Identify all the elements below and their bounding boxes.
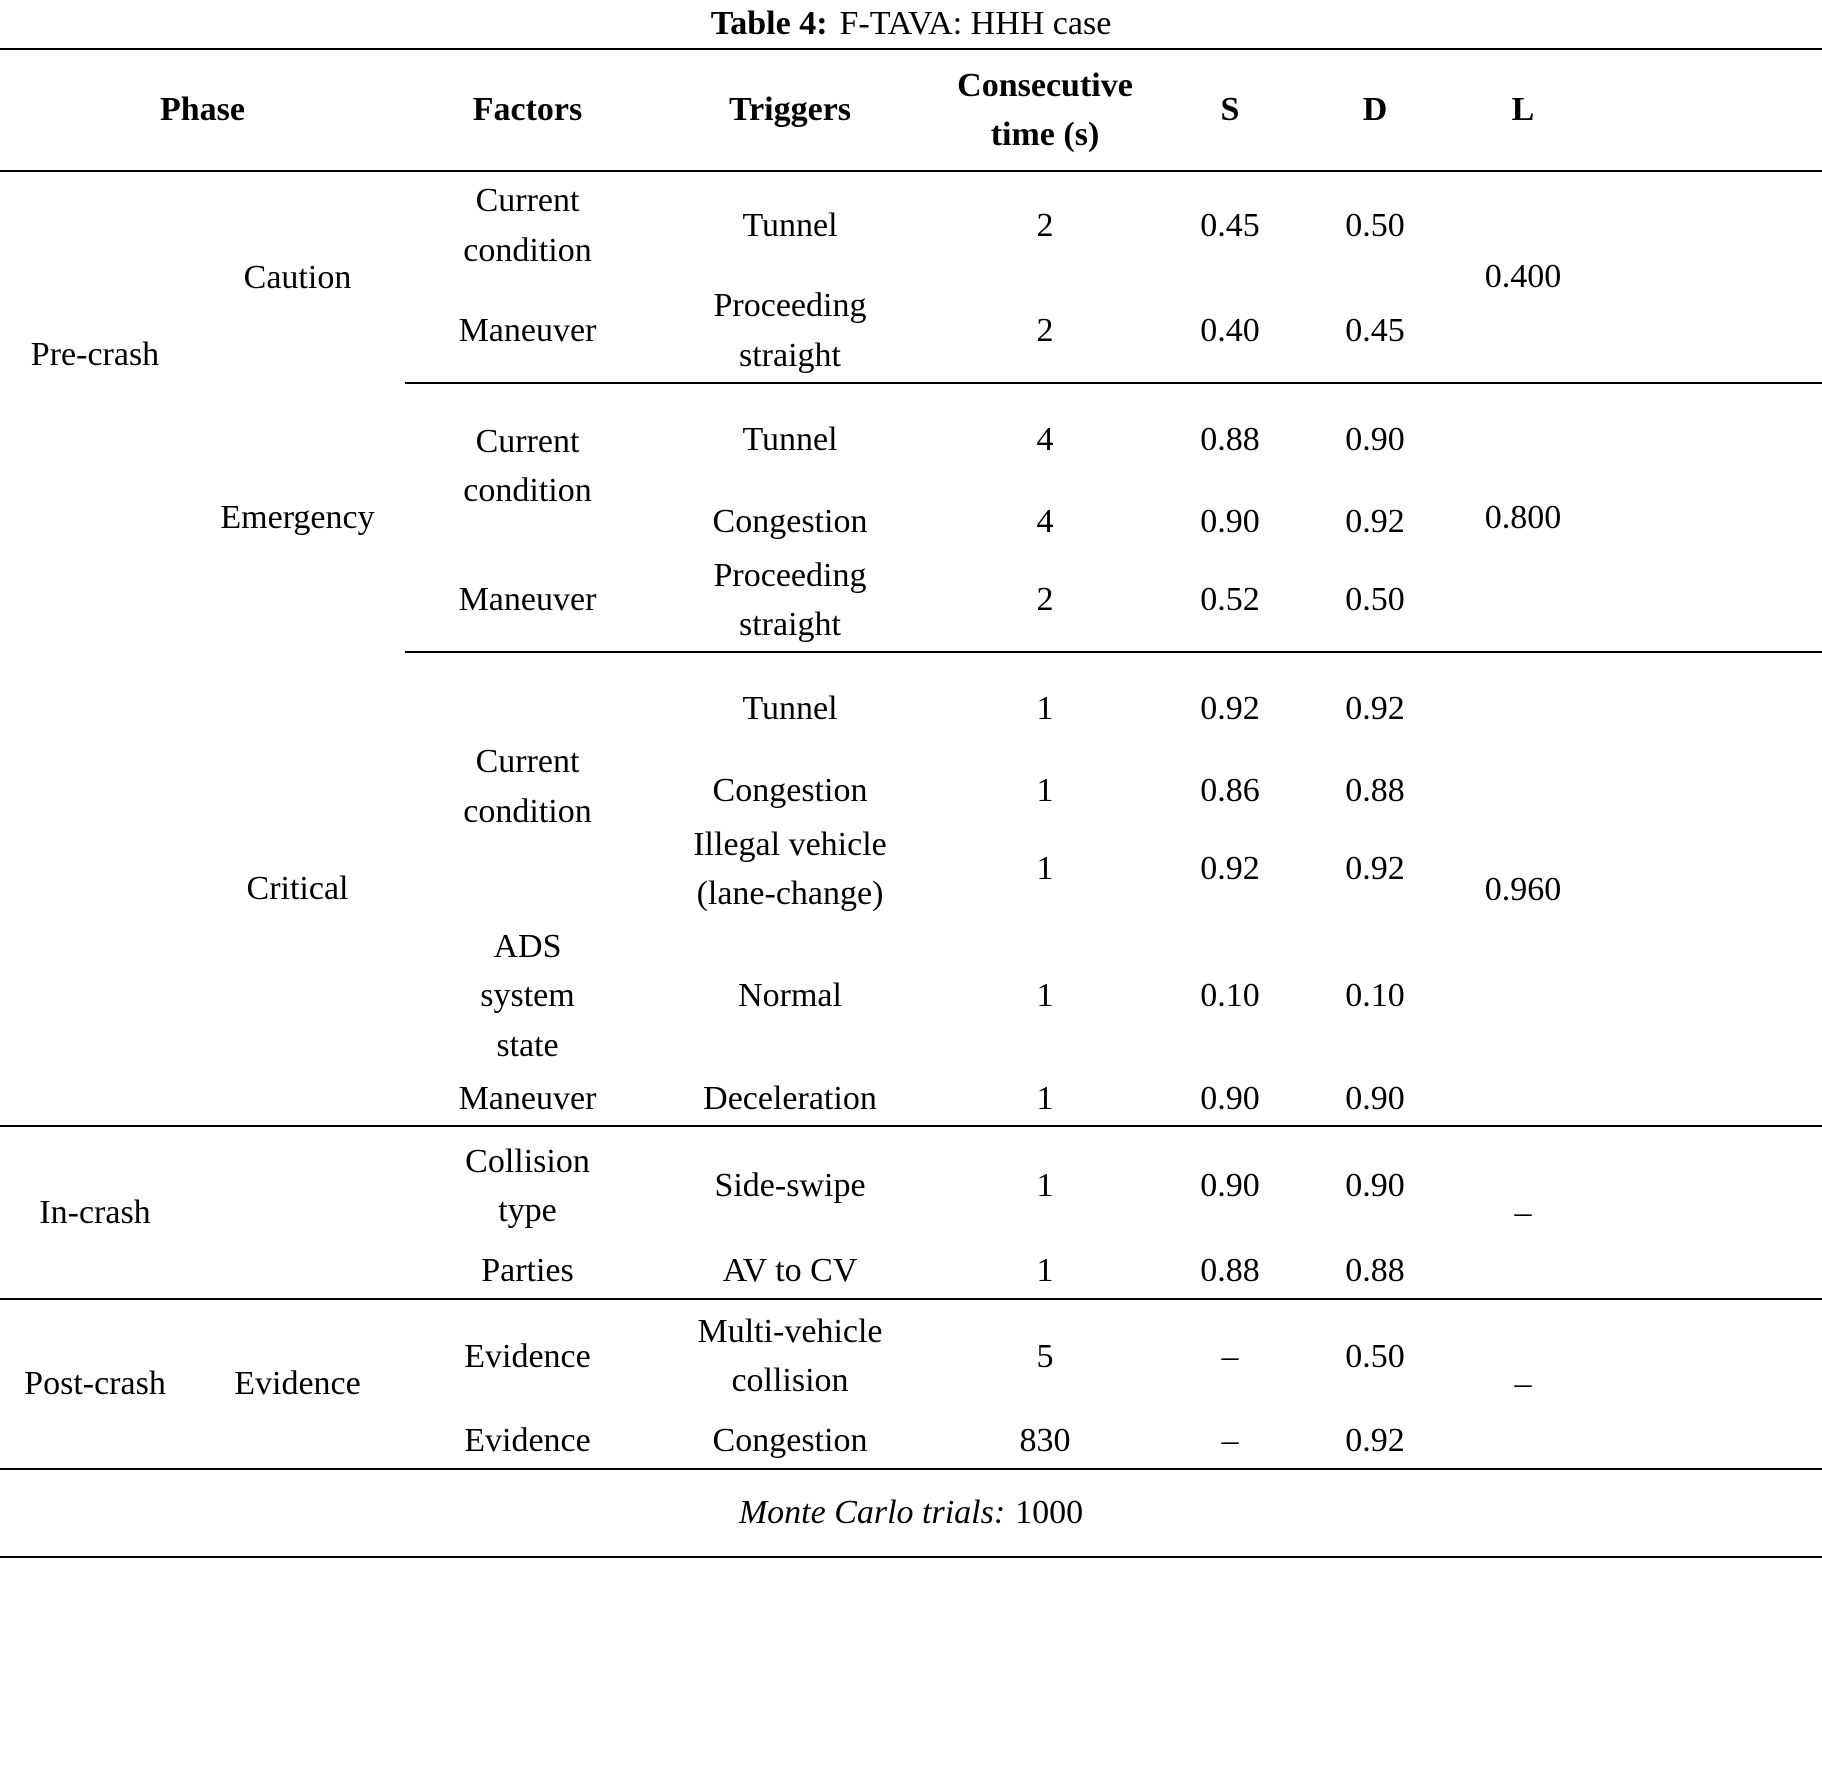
time-cell: 2 — [1036, 311, 1054, 349]
d-cell: 0.50 — [1345, 581, 1405, 619]
col-header-s: S — [1160, 49, 1300, 171]
d-cell: 0.10 — [1345, 977, 1405, 1015]
trigger-cell: Illegal vehicle (lane-change) — [693, 825, 887, 912]
table-number: Table 4: — [710, 5, 828, 42]
s-cell: 0.90 — [1160, 1126, 1300, 1244]
l-cell-critical: 0.960 — [1450, 652, 1822, 1126]
s-cell: 0.92 — [1200, 850, 1260, 888]
monte-carlo-label: Monte Carlo trials: — [738, 1494, 1006, 1532]
time-cell: 2 — [1036, 206, 1054, 244]
trigger-cell: Proceeding straight — [713, 287, 867, 374]
d-cell: 0.90 — [1345, 1080, 1405, 1118]
monte-carlo-value: 1000 — [1015, 1494, 1084, 1532]
d-cell: 0.92 — [1345, 503, 1405, 540]
factor-cell: Current condition — [405, 383, 650, 548]
trigger-cell: Congestion — [712, 1421, 868, 1459]
trigger-cell: Congestion — [712, 503, 868, 540]
subphase-cell-critical: Critical — [246, 870, 349, 908]
s-cell: 0.52 — [1200, 581, 1260, 619]
time-cell: 2 — [1036, 581, 1054, 619]
phase-cell-post-crash: Post-crash — [0, 1299, 190, 1469]
d-cell: 0.90 — [1300, 1126, 1450, 1244]
factor-cell: Collision type — [405, 1126, 650, 1244]
trigger-cell: Normal — [738, 977, 842, 1015]
trigger-cell: Multi-vehicle collision — [650, 1299, 930, 1413]
d-cell: 0.88 — [1345, 772, 1405, 810]
s-cell: 0.40 — [1200, 311, 1260, 349]
factor-cell: ADS system state — [480, 928, 575, 1064]
time-cell: 4 — [1036, 503, 1054, 540]
table-row — [0, 171, 1822, 279]
col-header-phase: Phase — [0, 49, 405, 171]
time-cell: 1 — [1036, 850, 1054, 888]
s-cell: 0.88 — [1160, 383, 1300, 495]
time-cell: 5 — [930, 1299, 1160, 1413]
table-header-row — [0, 49, 1822, 171]
trigger-cell: Tunnel — [742, 206, 838, 244]
factor-cell: Parties — [481, 1252, 574, 1290]
l-cell-caution: 0.400 — [1484, 258, 1562, 296]
time-cell: 1 — [1036, 977, 1054, 1015]
time-cell: 830 — [1019, 1421, 1071, 1459]
table-row — [0, 652, 1822, 764]
time-cell: 1 — [1036, 1252, 1054, 1290]
factor-cell: Current condition — [463, 182, 592, 269]
col-header-factors: Factors — [405, 49, 650, 171]
l-cell-post-crash: – — [1450, 1299, 1822, 1469]
subphase-cell-caution: Caution — [243, 258, 352, 296]
col-header-d: D — [1300, 49, 1450, 171]
subphase-cell-evidence: Evidence — [190, 1299, 405, 1469]
d-cell: 0.50 — [1300, 1299, 1450, 1413]
l-cell-emergency: 0.800 — [1450, 383, 1822, 652]
s-cell: 0.45 — [1200, 206, 1260, 244]
s-cell: 0.10 — [1200, 977, 1260, 1015]
d-cell: 0.90 — [1300, 383, 1450, 495]
s-cell: – — [1160, 1299, 1300, 1413]
trigger-cell: Tunnel — [650, 383, 930, 495]
table-title-text: F-TAVA: HHH case — [839, 5, 1112, 42]
d-cell: 0.45 — [1345, 311, 1405, 349]
factor-cell: Evidence — [405, 1299, 650, 1413]
s-cell: 0.90 — [1200, 1080, 1260, 1118]
factor-cell: Maneuver — [458, 1080, 597, 1118]
time-cell: 1 — [1036, 772, 1054, 810]
d-cell: 0.50 — [1345, 206, 1405, 244]
trigger-cell: Proceeding straight — [713, 556, 867, 643]
d-cell: 0.88 — [1345, 1252, 1405, 1290]
d-cell: 0.92 — [1345, 1421, 1405, 1459]
table-caption — [0, 0, 1822, 48]
trigger-cell: Deceleration — [703, 1080, 877, 1118]
factor-cell: Maneuver — [458, 311, 597, 349]
table-row — [0, 1299, 1822, 1413]
trigger-cell: Side-swipe — [650, 1126, 930, 1244]
time-cell: 1 — [930, 1126, 1160, 1244]
factor-cell: Maneuver — [458, 581, 597, 619]
s-cell: 0.86 — [1200, 772, 1260, 810]
trigger-cell: AV to CV — [722, 1252, 858, 1290]
col-header-l: L — [1450, 49, 1822, 171]
table-row — [0, 383, 1822, 495]
table-row — [0, 1126, 1822, 1244]
time-cell: 1 — [1036, 1080, 1054, 1118]
d-cell: 0.92 — [1300, 652, 1450, 764]
trigger-cell: Congestion — [712, 772, 868, 810]
table-footer-row — [0, 1469, 1822, 1557]
phase-cell-in-crash: In-crash — [0, 1126, 190, 1298]
s-cell: 0.88 — [1200, 1252, 1260, 1290]
time-cell: 4 — [930, 383, 1160, 495]
f-tava-hhh-table — [0, 48, 1822, 1558]
d-cell: 0.92 — [1345, 850, 1405, 888]
s-cell: – — [1221, 1421, 1239, 1459]
subphase-cell-empty — [190, 1126, 405, 1298]
factor-cell: Evidence — [464, 1421, 591, 1459]
time-cell: 1 — [930, 652, 1160, 764]
phase-cell-pre-crash: Pre-crash — [30, 336, 160, 373]
s-cell: 0.90 — [1200, 503, 1260, 540]
monte-carlo-trials-note — [0, 1469, 1822, 1557]
s-cell: 0.92 — [1160, 652, 1300, 764]
col-header-triggers: Triggers — [650, 49, 930, 171]
factor-cell: Current condition — [405, 652, 650, 920]
subphase-cell-emergency: Emergency — [220, 499, 375, 536]
l-cell-in-crash: – — [1450, 1126, 1822, 1298]
trigger-cell: Tunnel — [650, 652, 930, 764]
col-header-consecutive-time: Consecutive time (s) — [930, 49, 1160, 171]
